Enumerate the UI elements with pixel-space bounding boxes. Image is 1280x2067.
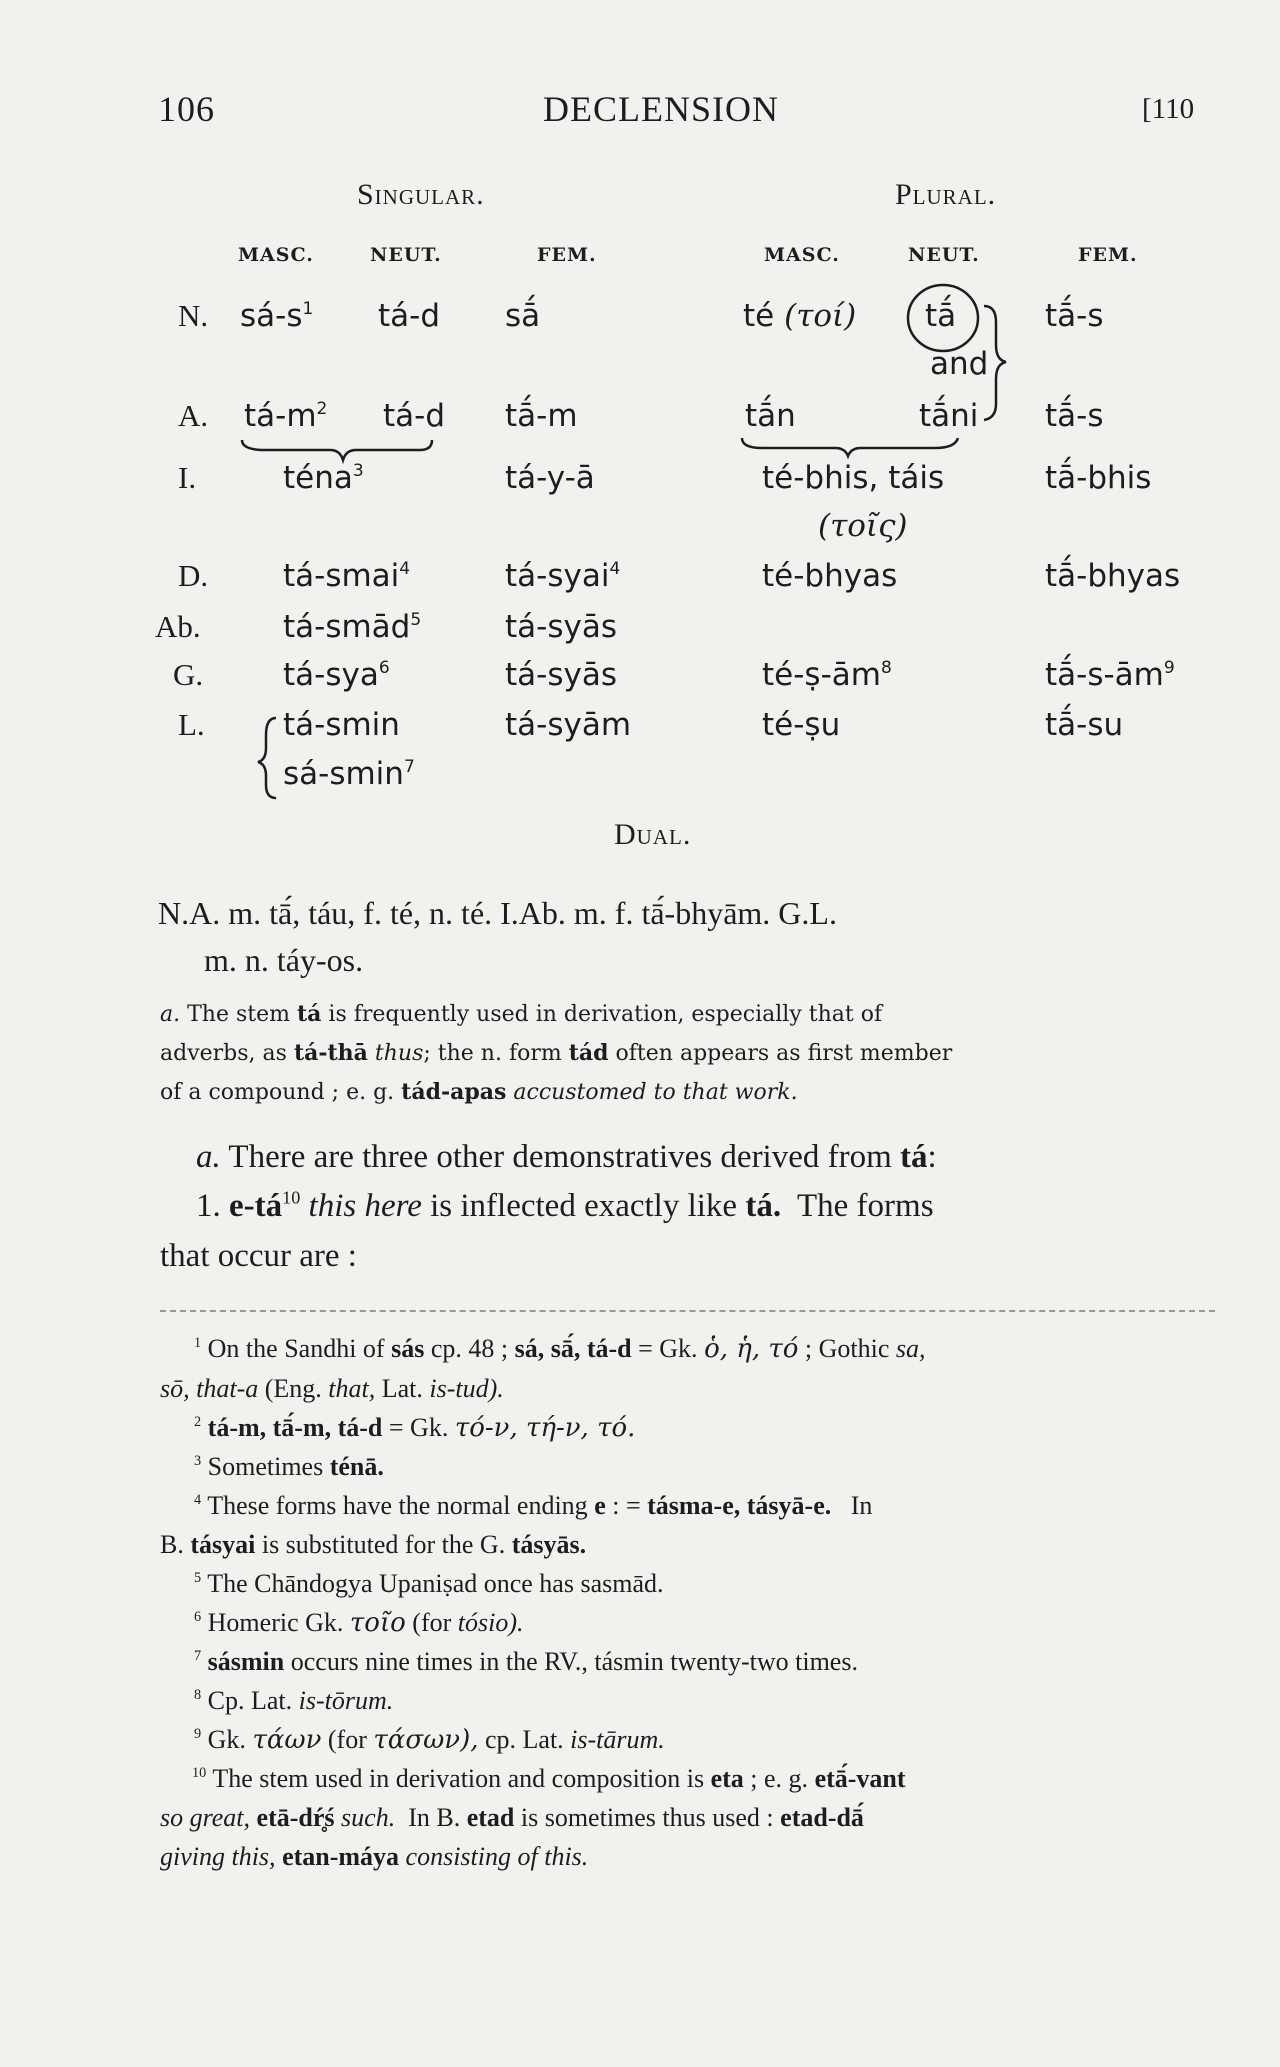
form-ab-sg-fem: tá-syās bbox=[505, 609, 617, 645]
case-n: N. bbox=[178, 298, 209, 333]
para-line-3: that occur are : bbox=[160, 1238, 357, 1274]
form-n-sg-fem: sā́ bbox=[505, 298, 541, 334]
form-d-sg: tá-smai$^4$ bbox=[283, 558, 411, 594]
col-sg-fem: FEM. bbox=[537, 244, 597, 266]
form-a-pl-neut: tā́ni bbox=[919, 398, 979, 434]
form-i-sg: ténа$^3$ bbox=[283, 460, 364, 496]
case-a: A. bbox=[178, 398, 209, 433]
section-number: [110 bbox=[1142, 93, 1195, 125]
form-i-pl-masc: té-bhis, táis bbox=[762, 460, 945, 496]
page-title: DECLENSION bbox=[543, 89, 779, 129]
note-line-3: of a compound ; e. g. tád-apas accustomed to that work. bbox=[160, 1079, 798, 1105]
form-n-sg-neut: tá-d bbox=[378, 298, 441, 334]
singular-heading: Singular. bbox=[357, 178, 485, 211]
form-d-pl-fem: tā́-bhyas bbox=[1045, 558, 1181, 594]
form-d-sg-fem: tá-syai$^4$ bbox=[505, 558, 621, 594]
case-l: L. bbox=[178, 707, 205, 742]
form-a-sg-masc: $tá-m^2$ bbox=[244, 398, 328, 434]
col-sg-neut: NEUT. bbox=[370, 244, 442, 266]
footnote-3: $^3$ Sometimes ténā. bbox=[194, 1452, 384, 1481]
dual-line-2: m. n. táy-os. bbox=[204, 942, 364, 978]
footnote-8: $^8$ Cp. Lat. is-tōrum. bbox=[194, 1686, 394, 1715]
footnote-4-cont: B. tásyai is substituted for the G. tásyās. bbox=[160, 1530, 587, 1559]
form-l-pl-fem: tā́-su bbox=[1045, 707, 1124, 743]
form-l-sg: tá-smin bbox=[283, 707, 400, 743]
footnote-1-cont: sō, that-a (Eng. that, Lat. is-tud). bbox=[160, 1374, 504, 1403]
footnote-5: $^5$ The Chāndogya Upaniṣad once has sasmād. bbox=[194, 1569, 664, 1598]
plural-heading: Plural. bbox=[895, 178, 997, 211]
para-line-2: 1. $e-tá^{10}$ this here is inflected exactly like tá. The forms bbox=[196, 1187, 934, 1224]
paradigm-braces bbox=[0, 0, 1280, 900]
case-ab: Ab. bbox=[155, 609, 201, 644]
form-d-pl-masc: té-bhyas bbox=[762, 558, 898, 594]
col-pl-neut: NEUT. bbox=[908, 244, 980, 266]
form-n-pl-fem: tā́-s bbox=[1045, 298, 1104, 334]
form-l-sg-alt: sá-smin$^7$ bbox=[283, 756, 415, 792]
form-n-pl-masc: té (τοί) bbox=[743, 298, 857, 334]
dual-line-1: N.A. m. tā́, táu, f. té, n. té. I.Ab. m. f. tā́-bhyām. G.L. bbox=[158, 895, 837, 931]
dual-heading: Dual. bbox=[614, 818, 692, 851]
note-line-2: adverbs, as tá-thā thus; the n. form tád often appears as first member bbox=[160, 1040, 953, 1066]
case-i: I. bbox=[178, 460, 197, 495]
form-n-sg-masc: $sá-s^1$ bbox=[240, 298, 314, 334]
footnote-10-cont-1: so great, etā-dŕ̥ś such. In B. etad is sometimes thus used : etad-dā́ bbox=[160, 1803, 864, 1832]
footnote-9: $^9$ Gk. τάων (for τάσων), cp. Lat. is-tārum. bbox=[194, 1725, 665, 1755]
footnote-rule bbox=[160, 1310, 1215, 1312]
case-g: G. bbox=[173, 657, 204, 692]
case-d: D. bbox=[178, 558, 209, 593]
form-l-sg-fem: tá-syām bbox=[505, 707, 632, 743]
para-line-1: a. There are three other demonstratives derived from tá: bbox=[196, 1139, 937, 1175]
form-l-pl-masc: té-ṣu bbox=[762, 707, 841, 743]
footnote-10-cont-2: giving this, etan-máya consisting of this. bbox=[160, 1842, 589, 1871]
page-number: 106 bbox=[158, 89, 215, 129]
form-a-pl-masc: tā́n bbox=[745, 398, 796, 434]
form-g-pl-fem: $tā́-s-ām^9$ bbox=[1045, 657, 1175, 693]
col-pl-masc: MASC. bbox=[764, 244, 840, 266]
form-a-sg-neut: tá-d bbox=[383, 398, 446, 434]
footnote-4: $^4$ These forms have the normal ending e : = tásma-e, tásyā-e. In bbox=[194, 1491, 873, 1520]
col-sg-masc: MASC. bbox=[238, 244, 314, 266]
footnote-7: $^7$ sásmin occurs nine times in the RV., tásmin twenty-two times. bbox=[194, 1647, 858, 1676]
form-g-sg: tá-sya$^6$ bbox=[283, 657, 390, 693]
form-ab-sg: tá-smād$^5$ bbox=[283, 609, 422, 645]
col-pl-fem: FEM. bbox=[1078, 244, 1138, 266]
form-i-pl-fem: tā́-bhis bbox=[1045, 460, 1152, 496]
form-a-pl-fem: tā́-s bbox=[1045, 398, 1104, 434]
form-n-pl-neut: tā́ bbox=[925, 298, 957, 334]
footnote-2: $^2$ tá-m, tā́-m, tá-d = Gk. τό-ν, τή-ν, τό. bbox=[194, 1413, 636, 1443]
form-g-pl-masc: $té-ṣ-ām^8$ bbox=[762, 657, 892, 693]
note-line-1: a. The stem tá is frequently used in derivation, especially that of bbox=[160, 1001, 883, 1027]
form-a-sg-fem: tā́-m bbox=[505, 398, 578, 434]
footnote-6: $^6$ Homeric Gk. τοῖο (for tósio). bbox=[194, 1608, 524, 1638]
form-i-pl-greek: (τοῖς) bbox=[818, 508, 908, 544]
footnote-10: $^{10}$ The stem used in derivation and composition is eta ; e. g. etā́-vant bbox=[192, 1764, 906, 1793]
form-pl-neut-and: and bbox=[930, 346, 989, 382]
footnote-1: $^1$ On the Sandhi of sás cp. 48 ; sá, sā́, tá-d = Gk. ὁ, ἡ, τό ; Gothic sa, bbox=[194, 1334, 926, 1364]
form-i-sg-fem: tá-y-ā bbox=[505, 460, 595, 496]
form-g-sg-fem: tá-syās bbox=[505, 657, 617, 693]
